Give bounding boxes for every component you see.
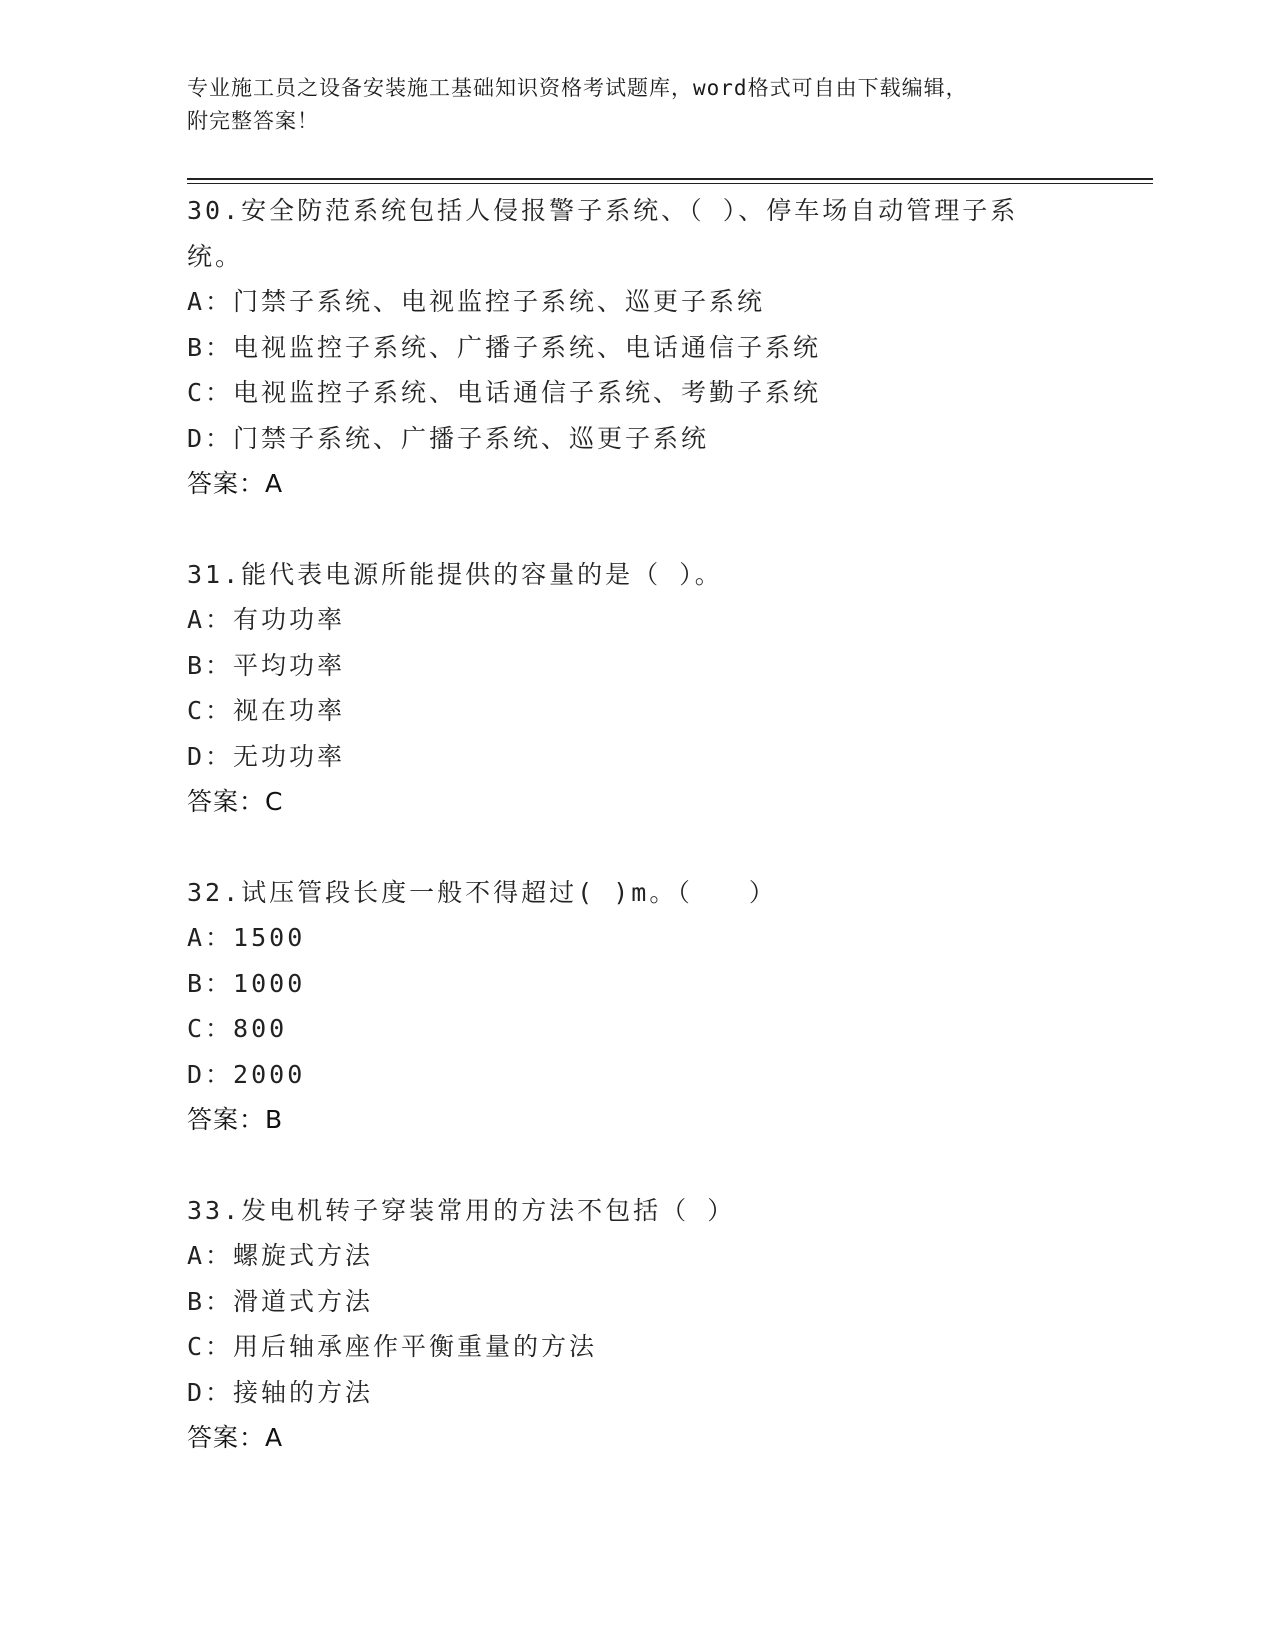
- option-c: C：电视监控子系统、电话通信子系统、考勤子系统: [187, 378, 822, 407]
- option-b: B：1000: [187, 968, 306, 998]
- option-d: D：接轴的方法: [187, 1377, 374, 1407]
- question-31: [187, 552, 1087, 825]
- question-stem: 31.能代表电源所能提供的容量的是（ ）。: [187, 559, 723, 589]
- answer: 答案：B: [187, 1105, 284, 1134]
- option-b: B：滑道式方法: [187, 1286, 374, 1316]
- option-c: C：视在功率: [187, 696, 346, 725]
- question-list: [187, 188, 1087, 1506]
- question-stem: 33.发电机转子穿装常用的方法不包括（ ）: [187, 1195, 736, 1225]
- option-a: A：有功功率: [187, 605, 346, 634]
- header-divider-thin: [187, 183, 1153, 184]
- header-line-1: 专业施工员之设备安装施工基础知识资格考试题库，word格式可自由下载编辑，: [187, 76, 968, 100]
- option-a: A：螺旋式方法: [187, 1241, 374, 1270]
- option-d: D：无功功率: [187, 741, 346, 771]
- option-d: D：2000: [187, 1059, 306, 1089]
- option-c: C：800: [187, 1014, 288, 1043]
- document-header: [187, 72, 1067, 138]
- header-line-2: 附完整答案！: [187, 109, 319, 133]
- header-divider-thick: [187, 178, 1153, 180]
- question-32: [187, 870, 1087, 1143]
- option-d: D：门禁子系统、广播子系统、巡更子系统: [187, 423, 710, 453]
- option-b: B：平均功率: [187, 650, 346, 680]
- question-stem: 32.试压管段长度一般不得超过( )m。（ ）: [187, 877, 777, 907]
- answer: 答案：A: [187, 1423, 284, 1452]
- question-30: [187, 188, 1087, 507]
- answer: 答案：C: [187, 787, 284, 816]
- answer: 答案：A: [187, 469, 284, 498]
- question-stem: 30.安全防范系统包括人侵报警子系统、（ ）、停车场自动管理子系统。: [187, 196, 1019, 271]
- question-33: [187, 1188, 1087, 1461]
- option-a: A：门禁子系统、电视监控子系统、巡更子系统: [187, 287, 766, 316]
- option-b: B：电视监控子系统、广播子系统、电话通信子系统: [187, 332, 822, 362]
- option-a: A：1500: [187, 923, 306, 952]
- option-c: C：用后轴承座作平衡重量的方法: [187, 1332, 598, 1361]
